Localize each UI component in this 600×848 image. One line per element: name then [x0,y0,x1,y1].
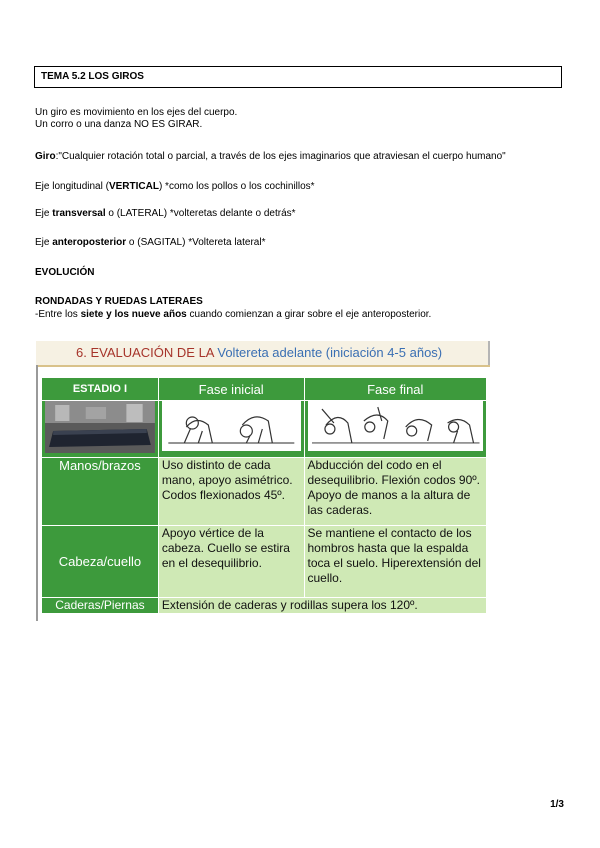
evaluation-table [41,377,487,614]
table-title-red: 6. EVALUACIÓN DE LA [76,345,218,360]
eje3-rest: o (SAGITAL) *Voltereta lateral* [126,237,266,248]
intro-line-2: Un corro o una danza NO ES GIRAR. [35,119,203,130]
eje2-rest: o (LATERAL) *volteretas delante o detrás* [105,208,296,219]
evaluation-table-image [36,341,490,621]
row-label-manos: Manos/brazos [42,458,159,526]
row-label-cabeza: Cabeza/cuello [42,526,159,598]
final-roll-icon [308,401,484,451]
rondadas-pre: -Entre los [35,309,81,320]
table-title-bar [36,341,490,367]
header-final: Fase final [304,378,487,401]
eje-anteroposterior [35,237,265,249]
initial-phase-drawing [162,401,301,451]
header-initial: Fase inicial [158,378,304,401]
table-left-edge [36,365,38,621]
manos-initial: Uso distinto de cada mano, apoyo asimétrico. Codos flexionados 45º. [158,458,304,526]
final-phase-drawing [308,401,484,451]
rondadas-heading: RONDADAS Y RUEDAS LATERAES [35,296,203,307]
giro-definition [35,151,506,163]
header-stage: ESTADIO I [42,378,159,401]
eje3-bold: anteroposterior [52,237,127,248]
intro-line-1: Un giro es movimiento en los ejes del cuerpo. [35,107,238,118]
page-title: TEMA 5.2 LOS GIROS [34,66,562,88]
initial-drawing-cell [158,401,304,458]
eje-transversal [35,208,296,220]
cabeza-final: Se mantiene el contacto de los hombros hasta que la espalda toca el suelo. Hiperextensión del cuello. [304,526,487,598]
gym-photo-icon [45,401,155,453]
eje3-prefix: Eje [35,237,53,248]
eje1-rest: ) *como los pollos o los cochinillos* [158,181,315,192]
manos-final: Abducción del codo en el desequilibrio. Flexión codos 90º. Apoyo de manos a la altura de las caderas. [304,458,487,526]
eje1-prefix: Eje longitudinal ( [35,181,109,192]
rondadas-rest: cuando comienzan a girar sobre el eje anteroposterior. [186,309,432,320]
rondadas-text [35,309,431,321]
title-bar-edge [488,341,490,365]
row-label-caderas: Caderas/Piernas [42,598,159,614]
photo-cell [42,401,159,458]
eje2-prefix: Eje [35,208,53,219]
giro-term: Giro [35,151,56,162]
eje1-bold: VERTICAL [108,181,159,192]
eje2-bold: transversal [52,208,106,219]
page-number: 1/3 [550,799,564,810]
cabeza-initial: Apoyo vértice de la cabeza. Cuello se estira en el desequilibrio. [158,526,304,598]
initial-roll-icon [162,401,301,451]
final-drawing-cell [304,401,487,458]
evolucion-heading: EVOLUCIÓN [35,267,95,278]
giro-def-text: :"Cualquier rotación total o parcial, a través de los ejes imaginarios que atraviesan el cuerpo humano" [55,151,506,162]
caderas-value: Extensión de caderas y rodillas supera los 120º. [158,598,486,614]
eje-longitudinal [35,181,315,193]
table-title [76,345,442,360]
gym-mat-photo [45,401,155,453]
rondadas-bold: siete y los nueve años [80,309,187,320]
table-title-blue: Voltereta adelante (iniciación 4-5 años) [217,345,443,360]
